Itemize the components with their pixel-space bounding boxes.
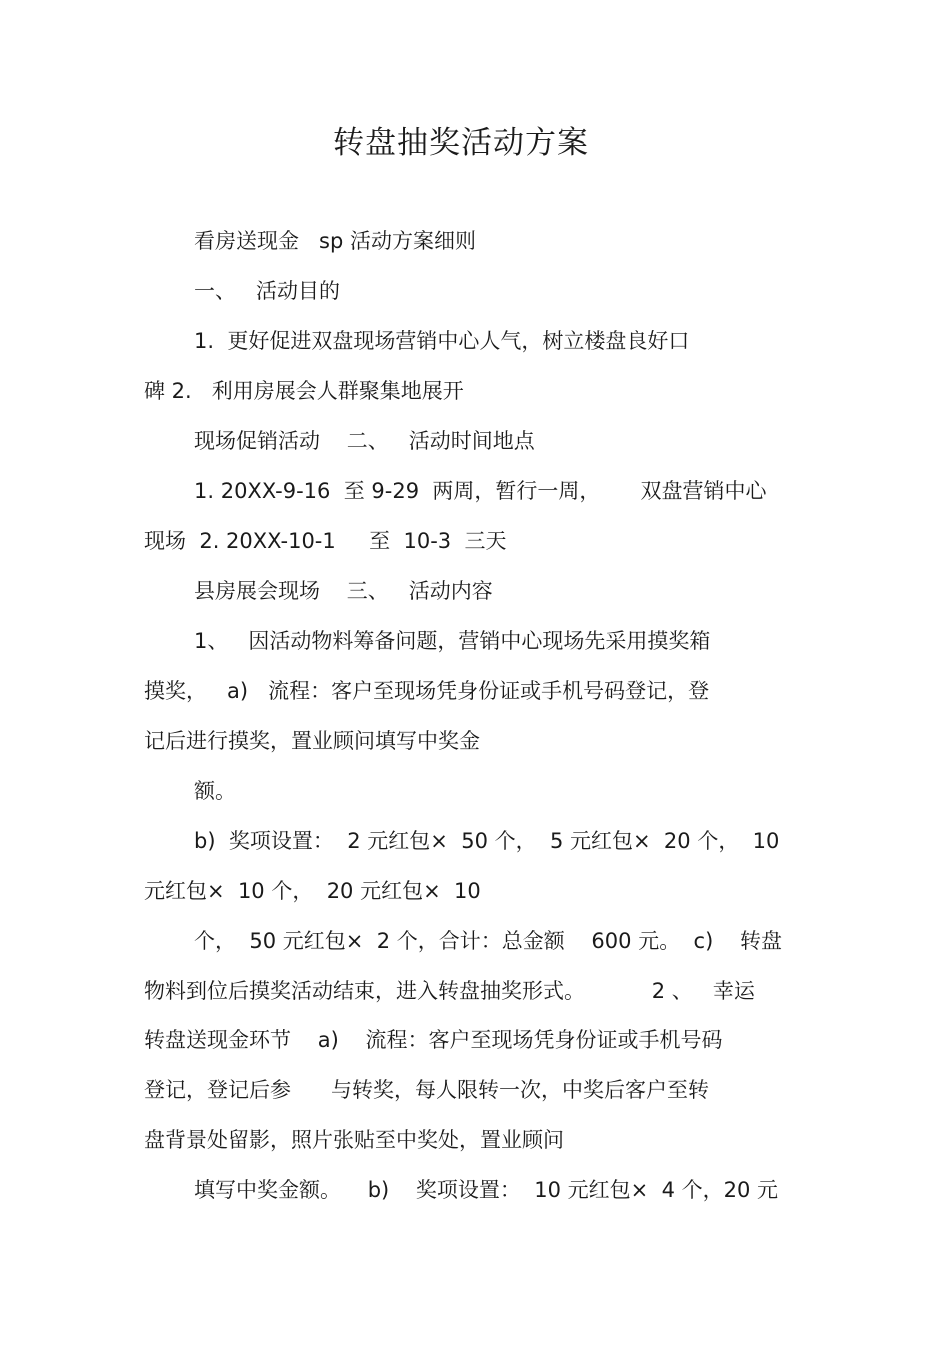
paragraph-line: 记后进行摸奖，置业顾问填写中奖金 <box>144 729 480 753</box>
paragraph-line: 登记，登记后参 与转奖，每人限转一次，中奖后客户至转 <box>144 1078 710 1102</box>
paragraph-line: 个， 50 元红包× 2 个，合计：总金额 600 元。 c) 转盘 <box>194 929 782 953</box>
paragraph-line: 元红包× 10 个， 20 元红包× 10 <box>144 879 481 903</box>
paragraph-line: 转盘送现金环节 a) 流程：客户至现场凭身份证或手机号码 <box>144 1028 723 1052</box>
paragraph-line: b) 奖项设置： 2 元红包× 50 个， 5 元红包× 20 个， 10 <box>194 829 780 853</box>
paragraph-line: 填写中奖金额。 b) 奖项设置： 10 元红包× 4 个，20 元 <box>194 1178 779 1202</box>
paragraph-line: 1、 因活动物料筹备问题，营销中心现场先采用摸奖箱 <box>194 629 711 653</box>
paragraph-line: 看房送现金 sp 活动方案细则 <box>194 229 476 253</box>
paragraph-line: 额。 <box>194 779 236 803</box>
paragraph-line: 1. 20XX-9-16 至 9-29 两周，暂行一周， 双盘营销中心 <box>194 479 767 503</box>
paragraph-line: 1. 更好促进双盘现场营销中心人气，树立楼盘良好口 <box>194 329 690 353</box>
paragraph-line: 县房展会现场 三、 活动内容 <box>194 579 493 603</box>
paragraph-line: 现场 2. 20XX-10-1 至 10-3 三天 <box>144 529 507 553</box>
paragraph-line: 盘背景处留影，照片张贴至中奖处，置业顾问 <box>144 1128 564 1152</box>
document-title: 转盘抽奖活动方案 <box>333 125 589 161</box>
paragraph-line: 摸奖， a) 流程：客户至现场凭身份证或手机号码登记，登 <box>144 679 710 703</box>
paragraph-line: 现场促销活动 二、 活动时间地点 <box>194 429 535 453</box>
paragraph-line: 碑 2. 利用房展会人群聚集地展开 <box>144 379 464 403</box>
section-heading: 一、 活动目的 <box>194 279 341 303</box>
paragraph-line: 物料到位后摸奖活动结束，进入转盘抽奖形式。 2 、 幸运 <box>144 979 755 1003</box>
